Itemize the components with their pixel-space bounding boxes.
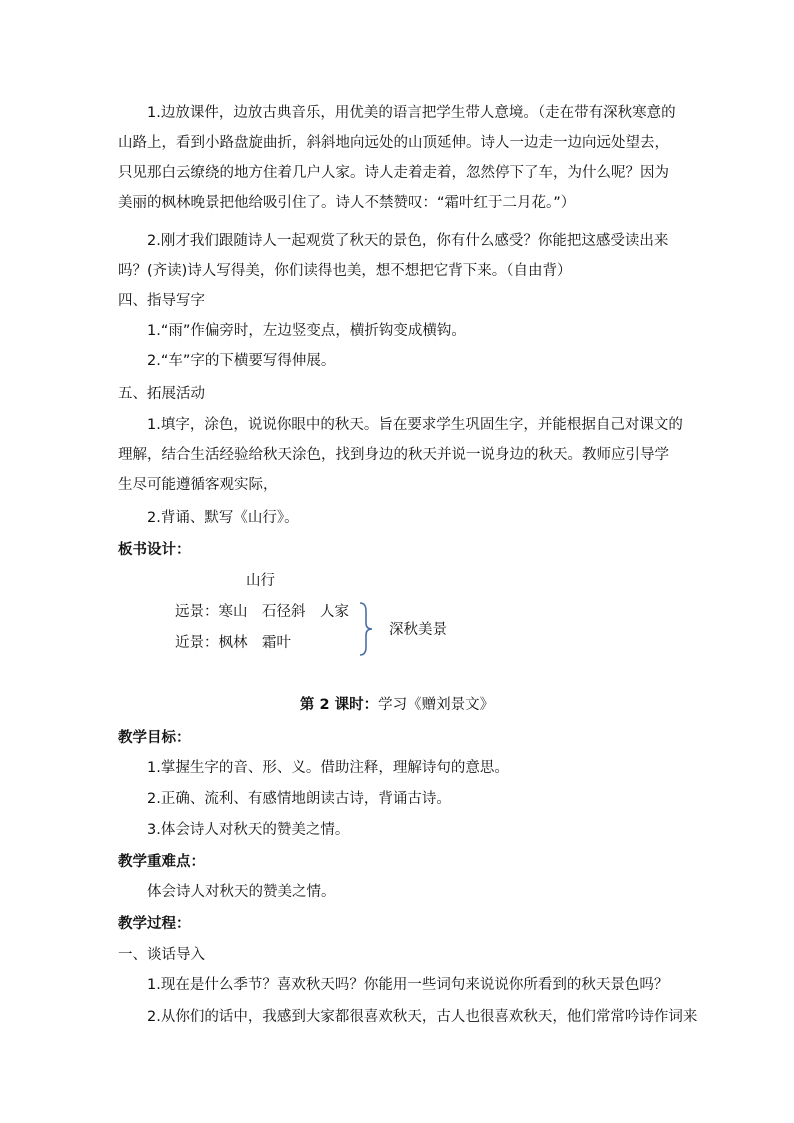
board-summary: 深秋美景: [389, 622, 447, 638]
heading-extension-activity: 五、拓展活动: [118, 386, 205, 402]
lesson-topic: 学习《赠刘景文》: [378, 697, 495, 713]
heading-teaching-goals: 教学目标：: [118, 730, 191, 746]
heading-key-points: 教学重难点：: [118, 854, 205, 870]
list-item: 1.掌握生字的音、形、义。借助注释，理解诗句的意思。: [147, 760, 509, 776]
list-item: 2.“车”字的下横要写得伸展。: [147, 353, 336, 369]
list-item: 2.正确、流利、有感情地朗读古诗，背诵古诗。: [147, 791, 451, 807]
lesson-title: [0, 690, 794, 720]
board-title: 山行: [246, 573, 275, 589]
paragraph-courseware-intro: 1.边放课件，边放古典音乐，用优美的语言把学生带人意境。（走在带有深秋寒意的山路上，看到小路盘旋曲折，斜斜地向远处的山顶延伸。诗人一边走一边向远处望去，只见那白云缭绕的地方住着几户人家。诗人走着走着，忽然停下了车，为什么呢？因为美丽的枫林晚景把他给吸引住了。诗人不禁赞叹：“霜叶红于二月花。”）: [118, 105, 676, 211]
list-item: 2.背诵、默写《山行》。: [147, 510, 299, 526]
heading-teaching-process: 教学过程：: [118, 916, 191, 932]
paragraph-feelings: 2.刚才我们跟随诗人一起观赏了秋天的景色，你有什么感受？你能把这感受读出来吗？(齐读)诗人写得美，你们读得也美，想不想把它背下来。（自由背）: [118, 233, 669, 279]
heading-conversation-intro: 一、谈话导入: [118, 947, 205, 963]
lesson-number: 第 2 课时：: [299, 697, 379, 713]
board-far-view: 远景：寒山 石径斜 人家: [175, 604, 349, 620]
list-item: 1.填字，涂色，说说你眼中的秋天。旨在要求学生巩固生字，并能根据自己对课文的理解，结合生活经验给秋天涂色，找到身边的秋天并说一说身边的秋天。教师应引导学生尽可能遵循客观实际，: [118, 417, 683, 493]
key-points-text: 体会诗人对秋天的赞美之情。: [147, 884, 336, 900]
board-near-view: 近景：枫林 霜叶: [175, 635, 291, 651]
heading-writing-guidance: 四、指导写字: [118, 293, 205, 309]
heading-board-design: 板书设计：: [118, 542, 191, 558]
list-item: 1.“雨”作偏旁时，左边竖变点，横折钩变成横钩。: [147, 323, 466, 339]
curly-brace-icon: [356, 601, 376, 657]
list-item: 2.从你们的话中，我感到大家都很喜欢秋天，古人也很喜欢秋天，他们常常吟诗作词来: [147, 1009, 698, 1025]
list-item: 1.现在是什么季节？喜欢秋天吗？你能用一些词句来说说你所看到的秋天景色吗？: [147, 977, 669, 993]
list-item: 3.体会诗人对秋天的赞美之情。: [147, 822, 350, 838]
